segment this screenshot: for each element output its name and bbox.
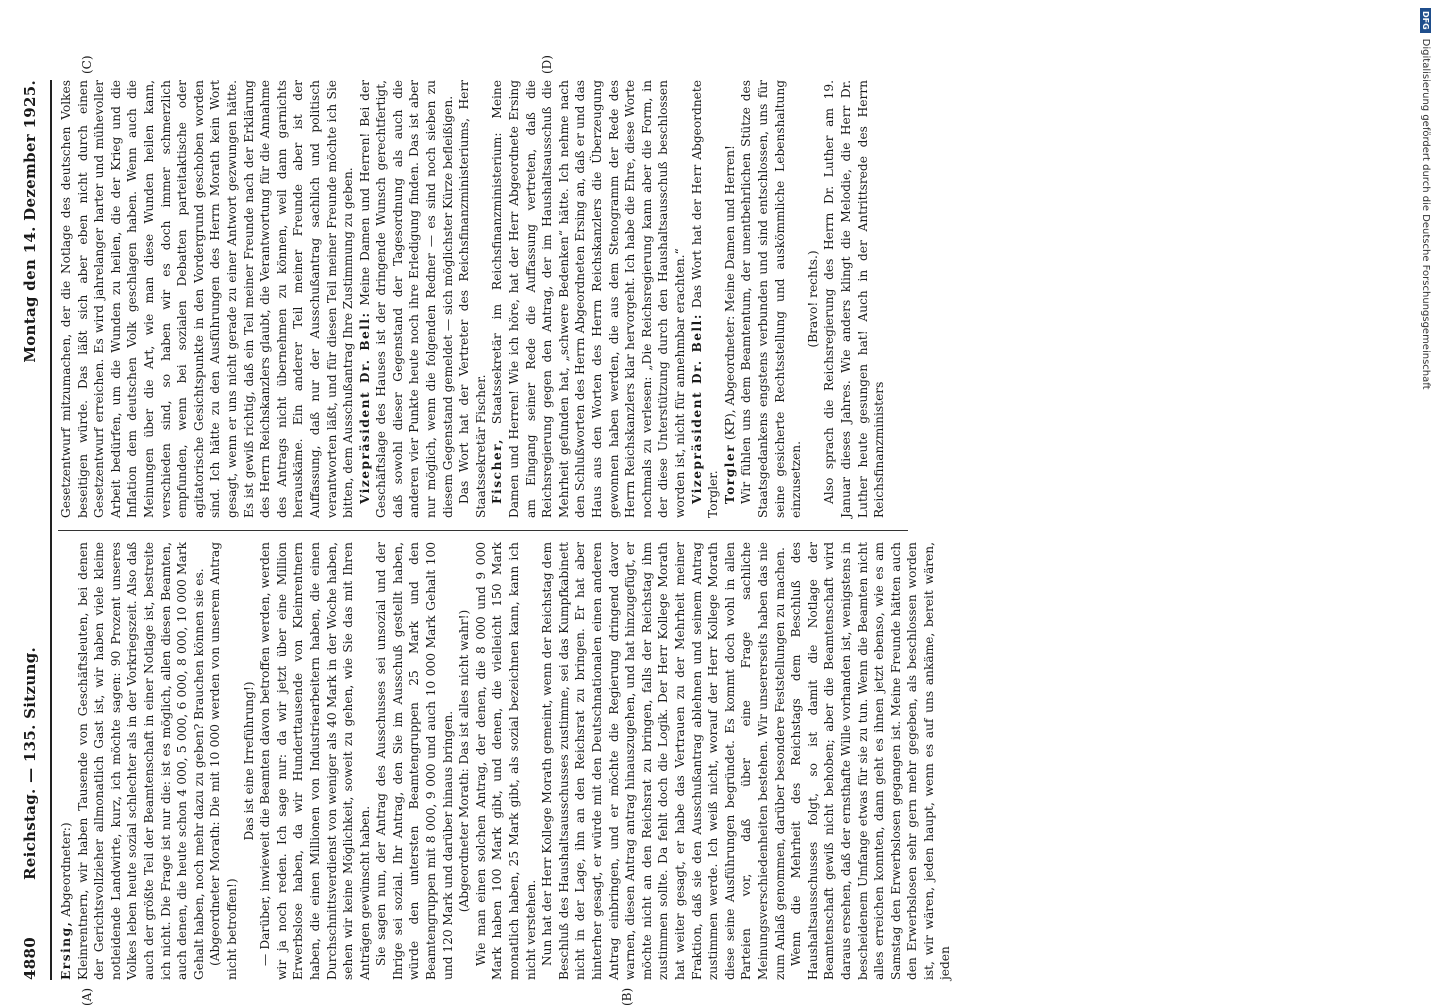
paragraph-text: Meine Damen und Herren! Wie ich höre, hat der Herr Abgeordnete Ersing am Eingang seiner Rede die Auffassung vertreten, daß die Reichsregierung gegen den Antrag, der im Haushaltsausschuß die Mehrheit gefunden hat, „schwere Bedenken“ hätte. Ich nehme nach den Schlußworten des Herrn Abgeordneten Ersing an, daß er und das Haus aus den Worten des Herrn Reichskanzlers die Überzeugung gewonnen haben werden, die aus dem Stenogramm der Rede des Herrn Reichskanzlers klar hervorgeht. Ich habe die Ehre, diese Worte nochmals zu verlesen: „Die Reichsregierung kann aber die Form, in der diese Unterstützung durch den Haushaltsausschuß beschlossen worden ist, nicht für annehmbar erachten.“ <box>490 80 687 518</box>
paragraph <box>456 542 473 980</box>
paragraph <box>373 542 456 980</box>
speaker-role: (KP), Abgeordneter: <box>722 315 737 444</box>
dfg-credit-text: Digitalisierung gefördert durch die Deutsche Forschungsgemeinschaft <box>1420 38 1432 390</box>
paragraph <box>75 542 208 980</box>
paragraph <box>241 542 258 980</box>
paragraph <box>805 80 822 518</box>
paragraph <box>58 542 75 980</box>
paragraph-text: — Darüber, inwieweit die Beamten davon betroffen werden, werden wir ja noch reden. Ich sage nur: da wir jetzt über eine Million Erwerbslose haben, da wir Hunderttausende von Kleinrentnern haben, die einen Millionen von Industriearbeitern haben, die einen Durchschnittsverdienst von weniger als 40 Mark in der Woche haben, sehen wir keine Möglichkeit, soweit zu gehen, wie Sie das mit Ihren Anträgen gewünscht haben. <box>258 542 372 980</box>
paragraph <box>821 80 887 518</box>
paragraph-text: Gesetzentwurf mitzumachen, der die Notlage des deutschen Volkes beseitigen würde. Das läßt sich aber eben nicht durch einen Gesetzentwurf erreichen. Es wird jahrelanger harter und mühevoller Arbeit bedürfen, um die Wunden zu heilen, die der Krieg und die Inflation dem deutschen Volk geschlagen haben. Wenn auch die Meinungen über die Art, wie man diese Wunden heilen kann, verschieden sind, so haben wir es doch immer schmerzlich empfunden, wenn bei sozialen Debatten parteitaktische oder agitatorische Gesichtspunkte in den Vordergrund geschoben worden sind. Ich hätte zu den Ausführungen des Herrn Morath kein Wort gesagt, wenn er uns nicht gerade zu einer Antwort gezwungen hätte. Es ist gewiß richtig, daß ein Teil meiner Freunde nach der Erklärung des Herrn Reichskanzlers glaubt, die Verantwortung für die Annahme des Antrags nicht übernehmen zu können, weil dann garnichts herauskäme. Ein anderer Teil meiner Freunde aber ist der Auffassung, daß nur der Ausschußantrag sachlich und politisch verantworten läßt, und für diesen Teil meiner Freunde möchte ich Sie bitten, dem Ausschußantrag Ihre Zustimmung zu geben. <box>59 80 356 518</box>
speaker-name: Fischer, <box>490 438 505 504</box>
paragraph-text: (Bravo! rechts.) <box>805 250 820 348</box>
paragraph-text: Das Wort hat der Vertreter des Reichsfinanzministeriums, Herr Staatssekretär Fischer. <box>457 80 488 518</box>
paragraph-text: Also sprach die Reichsregierung des Herrn Dr. Luther am 19. Januar dieses Jahres. Wie anders klingt die Melodie, die Herr Dr. Luther heute gesungen hat! Auch in der Antrittsrede des Herrn Reichsfinanzministers <box>822 80 887 518</box>
session-date: Montag den 14. Dezember 1925. <box>21 80 39 363</box>
dfg-logo: DFG <box>1421 8 1432 33</box>
margin-mark-a: (A) <box>80 987 94 1006</box>
page-header <box>10 80 50 980</box>
paragraph <box>722 80 739 518</box>
speaker-role: Staatssekretär im Reichsfinanzministerium: <box>490 132 505 439</box>
margin-mark-b: (B) <box>620 987 634 1006</box>
paragraph-text: Wir fühlen uns dem Beamtentum, der unentbehrlichen Stütze des Staatsgedankens engstens verbunden und sind entschlossen, uns für seine gesicherte Rechtsstellung und auskömmliche Lebenshaltung einzusetzen. <box>739 80 804 518</box>
paragraph <box>207 542 240 980</box>
margin-mark-d: (D) <box>540 55 554 74</box>
margin-mark-c: (C) <box>80 55 94 74</box>
paragraph <box>473 542 539 980</box>
paragraph <box>788 542 954 980</box>
speaker-name: Ersing, <box>59 920 73 980</box>
paragraph <box>456 80 489 518</box>
paragraph-text: Meine Damen und Herren! Bei der Geschäftslage des Hauses ist der dringende Wunsch gerechtfertigt, daß sowohl dieser Gegenstand der Tagesordnung als auch die anderen vier Punkte heute noch ihre Erledigung finden. Das ist aber nur möglich, wenn die folgenden Redner — es sind noch sieben zu diesem Gegenstand gemeldet — sich möglichster Kürze befleißigen. <box>357 80 455 518</box>
paragraph-text: Das ist eine Irreführung!) <box>241 681 256 841</box>
speaker-name: Vizepräsident Dr. Bell: <box>689 313 704 504</box>
paragraph-text: Das Wort hat der Herr Abgeordnete Torgler. <box>689 80 721 518</box>
paragraph <box>689 80 722 518</box>
header-rule <box>50 80 52 980</box>
paragraph-text: Wie man einen solchen Antrag, der denen, die 8 000 und 9 000 Mark haben 100 Mark gibt, und denen, die vielleicht 150 Mark monatlich haben, 25 Mark gibt, als sozial bezeichnen kann, kann ich nicht verstehen. <box>473 542 538 980</box>
paragraph-text: (Abgeordneter Morath: Die mit 10 000 werden von unserem Antrag nicht betroffen!) <box>208 542 239 980</box>
paragraph <box>58 80 357 518</box>
paragraph-text: (Abgeordneter Morath: Das ist alles nicht wahr!) <box>457 609 472 913</box>
page-number: 4880 <box>21 937 39 980</box>
paragraph <box>257 542 373 980</box>
paragraph-text: Sie sagen nun, der Antrag des Ausschusses sei unsozial und der Ihrige sei sozial. Ihr Antrag, den Sie im Ausschuß gestellt haben, würde den untersten Beamtengruppen 25 Mark und den Beamtengruppen mit 8 000, 9 000 und auch 10 000 Mark Gehalt 100 und 120 Mark und darüber hinaus bringen. <box>374 542 455 980</box>
speaker-name: Torgler <box>722 443 737 504</box>
paragraph <box>539 542 788 980</box>
paragraph <box>738 80 804 518</box>
paragraph <box>357 80 457 518</box>
paragraph-text: Nun hat der Herr Kollege Morath gemeint, wenn der Reichstag dem Beschluß des Haushaltsausschusses zustimme, sei das Kumpfkabinett nicht in der Lage, ihn an den Reichsrat zu bringen. Er hat aber hinterher gesagt, er würde mit den Deutschnationalen einen anderen Antrag einbringen, und er möchte die Regierung dringend davor warnen, diesen Antrag antrag hinauszugehen, und hat hinzugefügt, er möchte nicht an den Reichsrat zu bringen, falls der Reichstag ihm zustimmen sollte. Da fehlt doch die Logik. Der Herr Kollege Morath hat weiter gesagt, er habe das Vertrauen zu der Mehrheit meiner Fraktion, daß sie den Ausschußantrag ablehnen und seinem Antrag zustimmen werde. Ich weiß nicht, worauf der Herr Kollege Morath diese seine Ausführungen begründet. Es kommt doch wohl in allen Parteien vor, daß über eine Frage sachliche Meinungsverschiedenheiten bestehen. Wir unsererseits haben das nie zum Anlaß genommen, darüber besondere Feststellungen zu machen. <box>540 542 787 980</box>
paragraph <box>489 80 688 518</box>
speaker-role: Abgeordneter:) <box>59 822 73 921</box>
left-column <box>58 542 954 980</box>
session-title: Reichstag. — 135. Sitzung. <box>21 646 39 880</box>
paragraph-text: Meine Damen und Herren! <box>722 145 737 316</box>
column-divider <box>58 530 908 531</box>
paragraph-text: Kleinrentnern, wir haben Tausende von Geschäftsleuten, bei denen der Gerichtsvollzieher allmonatlich Gast ist, wir haben viele kleine notleidende Landwirte, kurz, ich möchte sagen: 90 Prozent unseres Volkes leben heute sozial schlechter als in der Vorkriegszeit. Also daß auch der größte Teil der Beamtenschaft in einer Notlage ist, bestreite ich nicht. Die Frage ist nur die: ist es möglich, allen diesen Beamten, auch denen, die heute schon 4 000, 5 000, 6 000, 8 000, 10 000 Mark Gehalt haben, noch mehr dazu zu geben? Brauchen können sie es. <box>75 542 206 980</box>
speaker-name: Vizepräsident Dr. Bell: <box>357 311 372 504</box>
dfg-credit <box>1416 0 1434 1000</box>
paragraph-text: Wenn die Mehrheit des Reichstags dem Beschluß des Haushaltsausschusses folgt, so ist damit die Notlage der Beamtenschaft gewiß nicht behoben; aber die Beamtenschaft wird daraus ersehen, daß der ernsthafte Wille vorhanden ist, wenigstens in bescheidenem Umfange etwas für sie zu tun. Wenn die Beamten nicht alles erreichen konnten, dann geht es ihnen jetzt ebenso, wie es am Samstag den Erwerbslosen gegangen ist. Meine Freunde hätten auch den Erwerbslosen sehr gern mehr gegeben, als beschlossen worden ist, wir wären, jeden haupt, wenn es auf uns ankäme, bereit wären, jeden <box>789 542 953 980</box>
right-column <box>58 80 888 518</box>
